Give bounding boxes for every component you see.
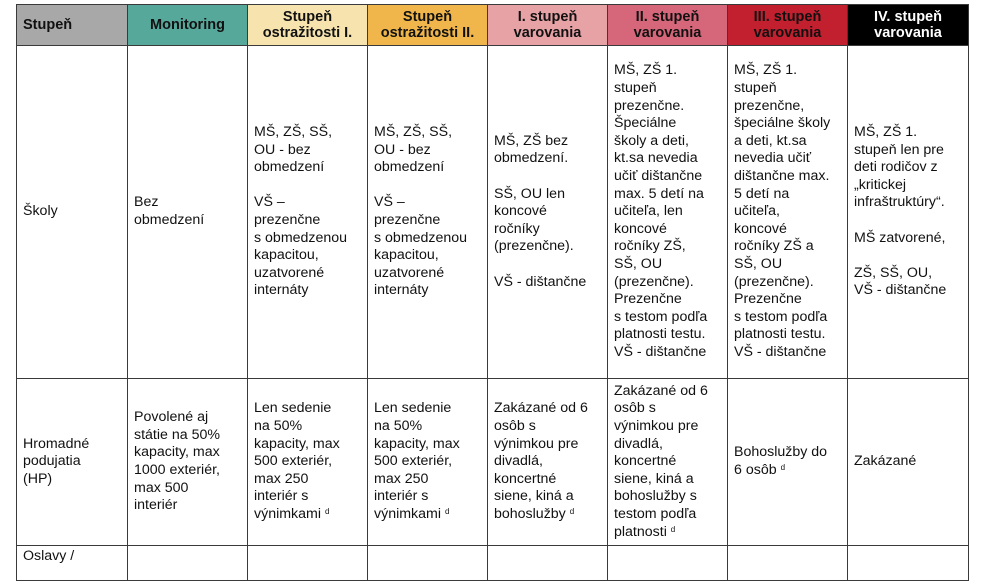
table-cell: MŠ, ZŠ bez obmedzení. SŠ, OU len koncové ročníky (prezenčne). VŠ - dištančne bbox=[488, 46, 608, 379]
header-warning-1: I. stupeň varovania bbox=[488, 5, 608, 46]
table-cell bbox=[728, 546, 848, 581]
cell-text: Hromadné podujatia (HP) bbox=[23, 435, 90, 487]
row-label-mass-events bbox=[17, 379, 128, 546]
table-cell: MŠ, ZŠ 1. stupeň prezenčne, špeciálne školy a deti, kt.sa nevedia učiť dištančne max. 5 detí na učiteľa, koncové ročníky ZŠ a SŠ, OU (prezenčne). Prezenčne s testom podľa platnosti testu. VŠ - dištančne bbox=[728, 46, 848, 379]
row-label-celebrations: Oslavy / bbox=[17, 546, 128, 581]
footnote-mark: d bbox=[569, 506, 575, 516]
table-cell bbox=[248, 546, 368, 581]
header-row bbox=[17, 5, 969, 46]
header-alert-1: Stupeň ostražitosti I. bbox=[248, 5, 368, 46]
table-row-mass-events bbox=[17, 379, 969, 546]
footnote-mark: d bbox=[444, 506, 450, 516]
cell-text: Len sedenie na 50% kapacity, max 500 exteriér, max 250 interiér s výnimkami bbox=[254, 400, 340, 522]
header-warning-2: II. stupeň varovania bbox=[608, 5, 728, 46]
cell-text: Zakázané od 6 osôb s výnimkou pre divadlá, koncertné siene, kiná a bohoslužby bbox=[494, 400, 588, 522]
header-alert-2: Stupeň ostražitosti II. bbox=[368, 5, 488, 46]
cell-text: Bohoslužby do 6 osôb bbox=[734, 444, 828, 478]
table-cell: MŠ, ZŠ, SŠ, OU - bez obmedzení VŠ – prezenčne s obmedzenou kapacitou, uzatvorené internáty bbox=[368, 46, 488, 379]
covid-measures-table bbox=[16, 4, 969, 581]
table-cell bbox=[248, 379, 368, 546]
table-row-celebrations bbox=[17, 546, 969, 581]
header-level: Stupeň bbox=[17, 5, 128, 46]
header-warning-4: IV. stupeň varovania bbox=[848, 5, 969, 46]
table-cell: MŠ, ZŠ, SŠ, OU - bez obmedzení VŠ – prezenčne s obmedzenou kapacitou, uzatvorené internáty bbox=[248, 46, 368, 379]
table-cell bbox=[128, 379, 248, 546]
table-cell bbox=[368, 379, 488, 546]
footnote-mark: d bbox=[670, 524, 676, 534]
header-warning-3: III. stupeň varovania bbox=[728, 5, 848, 46]
table-cell bbox=[128, 546, 248, 581]
footnote-mark: d bbox=[780, 463, 786, 472]
cell-text: Zakázané od 6 osôb s výnimkou pre divadlá, koncertné siene, kiná a bohoslužby s testom podľa platnosti bbox=[614, 382, 708, 540]
table-cell bbox=[488, 546, 608, 581]
cell-text: Povolené aj státie na 50% kapacity, max 1000 exteriér, max 500 interiér bbox=[134, 409, 220, 514]
table-cell bbox=[488, 379, 608, 546]
cell-text: Zakázané bbox=[854, 453, 917, 470]
cell-text: Len sedenie na 50% kapacity, max 500 exteriér, max 250 interiér s výnimkami bbox=[374, 400, 460, 522]
table-row-schools bbox=[17, 46, 969, 379]
table-cell bbox=[848, 379, 969, 546]
table-cell bbox=[728, 379, 848, 546]
table-cell bbox=[848, 546, 969, 581]
header-monitoring: Monitoring bbox=[128, 5, 248, 46]
table-cell bbox=[608, 546, 728, 581]
table-cell: Bez obmedzení bbox=[128, 46, 248, 379]
row-label-schools: Školy bbox=[17, 46, 128, 379]
table-cell: MŠ, ZŠ 1. stupeň prezenčne. Špeciálne školy a deti, kt.sa nevedia učiť dištančne max. 5 detí na učiteľa, len koncové ročníky ZŠ, SŠ, OU (prezenčne). Prezenčne s testom podľa platnosti testu. VŠ - dištančne bbox=[608, 46, 728, 379]
table-cell: MŠ, ZŠ 1. stupeň len pre deti rodičov z „kritickej infraštruktúry“. MŠ zatvorené, ZŠ, SŠ, OU, VŠ - dištančne bbox=[848, 46, 969, 379]
table-cell bbox=[608, 379, 728, 546]
footnote-mark: d bbox=[324, 506, 330, 516]
table-cell bbox=[368, 546, 488, 581]
